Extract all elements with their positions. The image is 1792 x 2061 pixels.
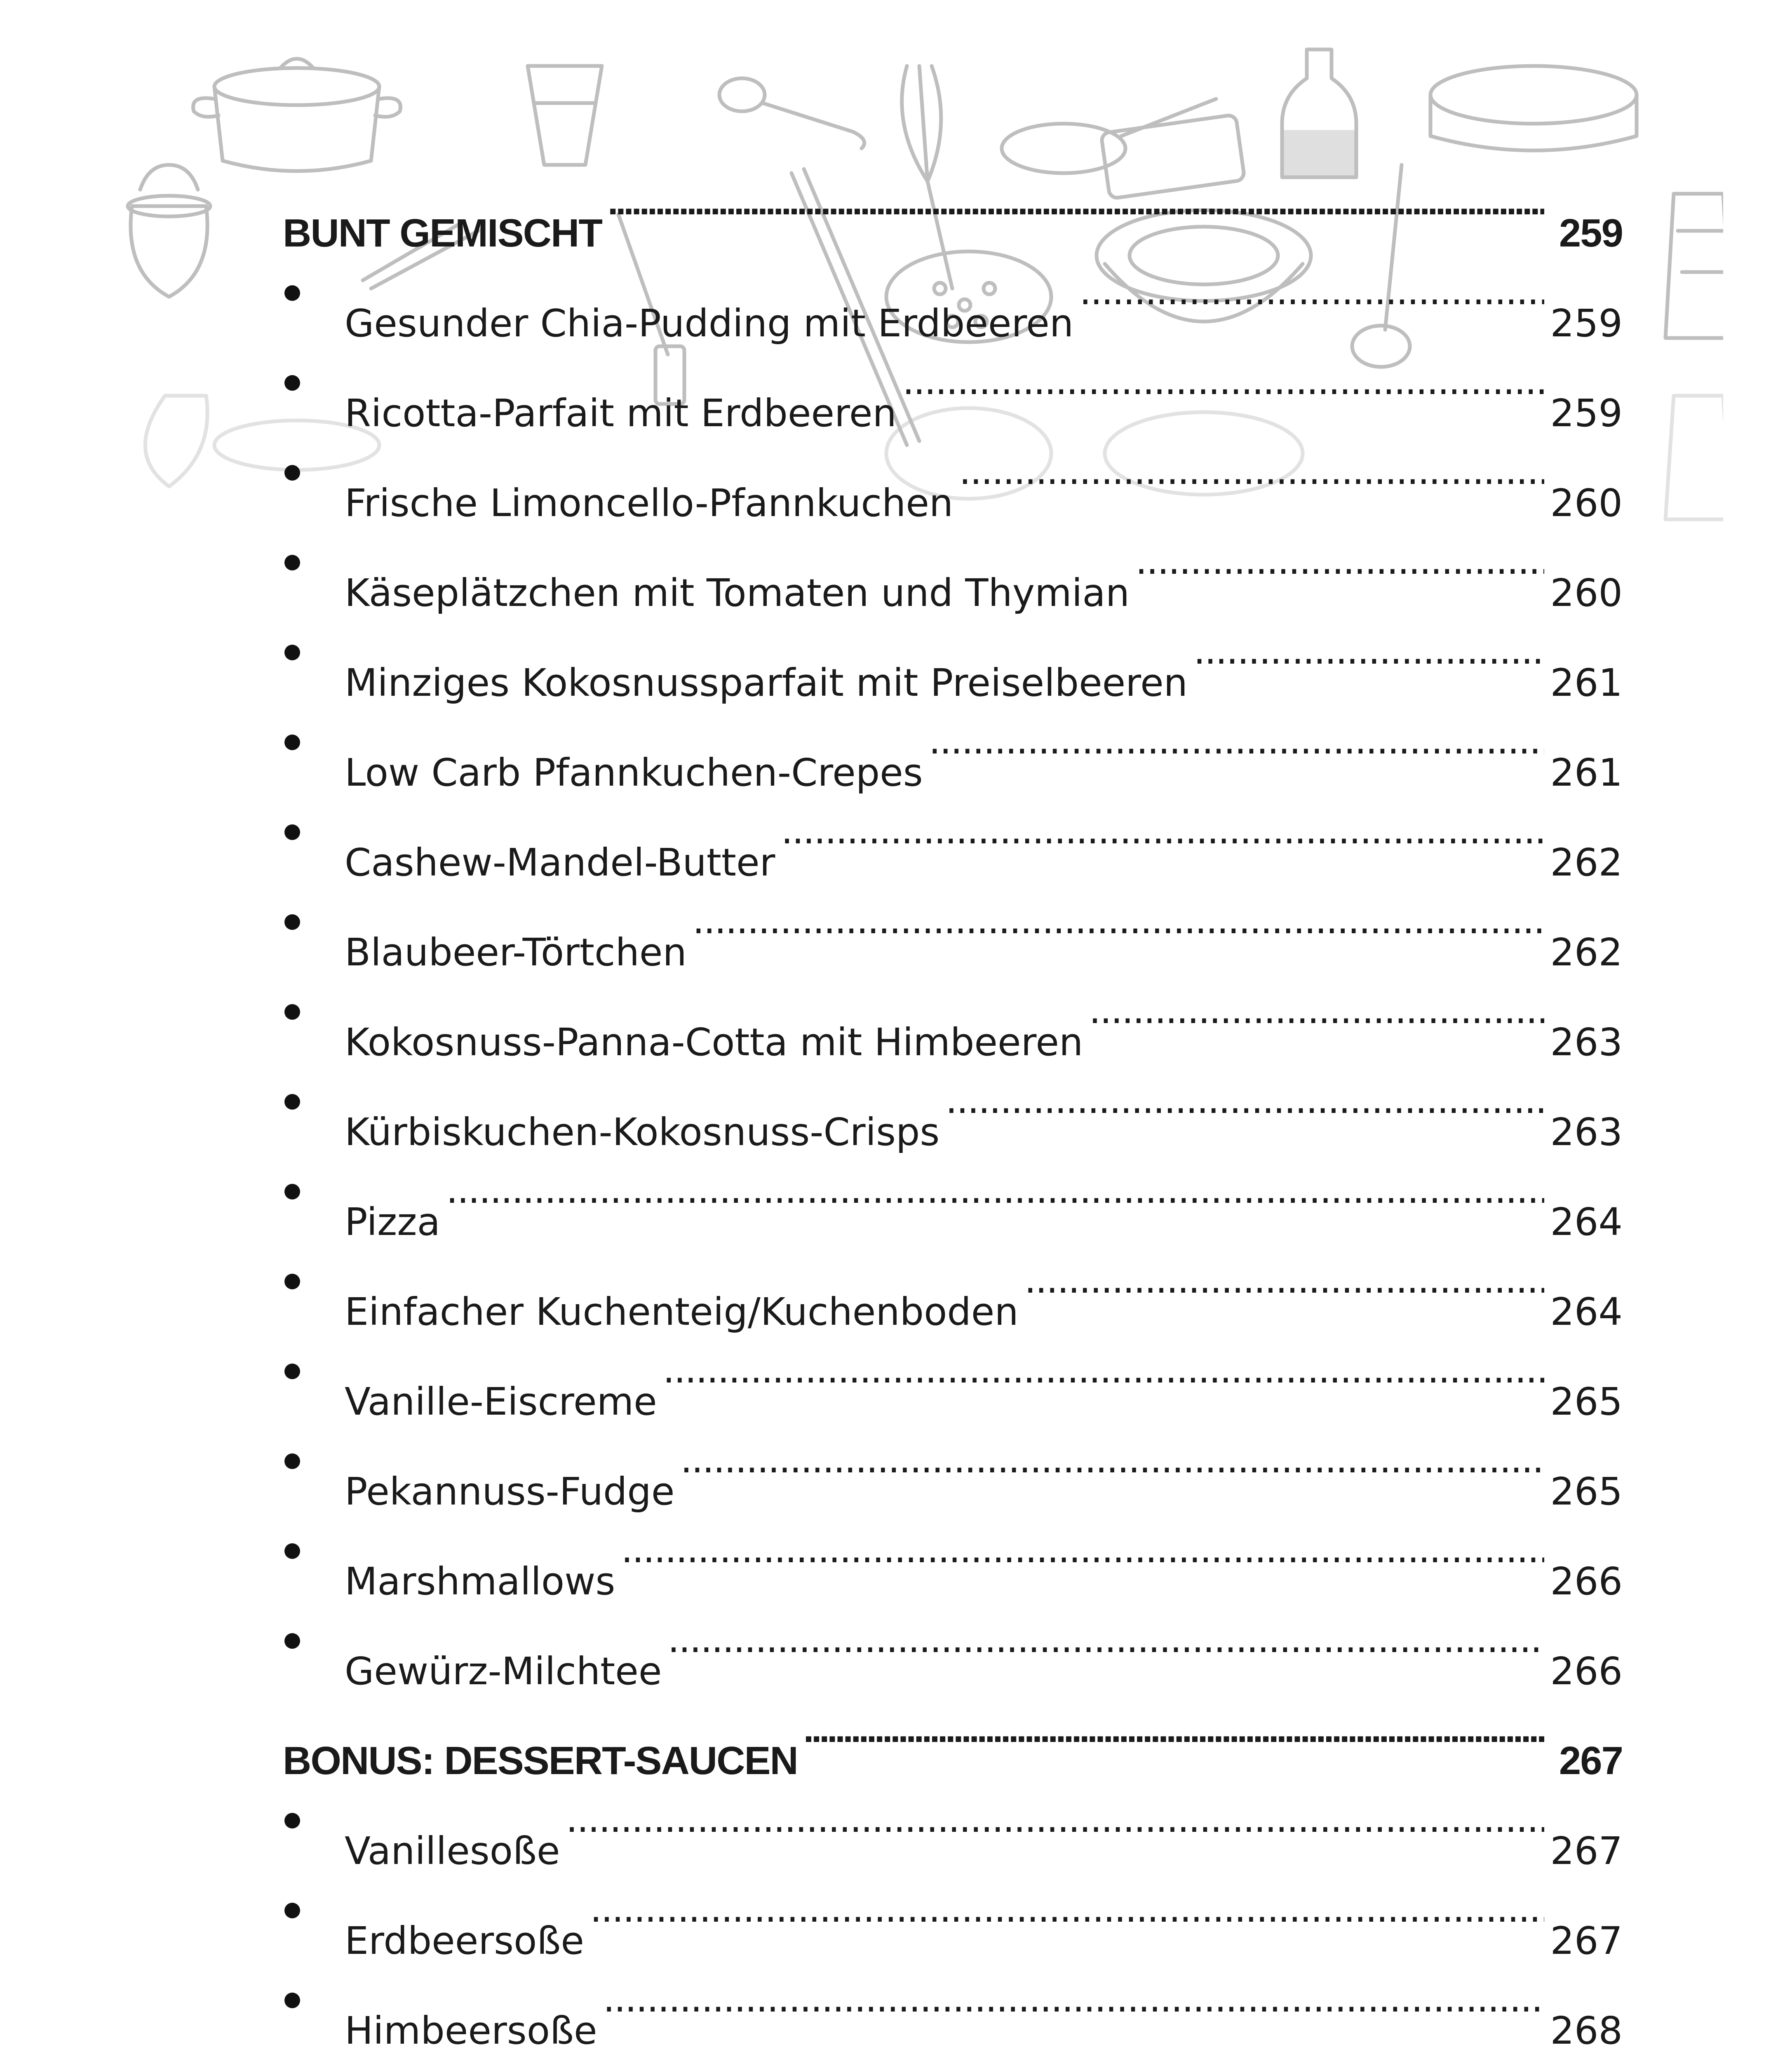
toc-entry — [283, 1415, 1623, 1514]
table-of-contents — [283, 157, 1623, 2061]
toc-title: Low Carb Pfannkuchen-Crepes — [345, 751, 923, 795]
toc-page-number: 267 — [1559, 1739, 1623, 1783]
dot-leader — [608, 157, 1544, 246]
toc-page-number: 265 — [1550, 1469, 1623, 1514]
toc-title: Vanillesoße — [345, 1829, 560, 1873]
toc-section-heading — [283, 157, 1623, 255]
toc-page-number: 261 — [1550, 661, 1623, 705]
toc-page-number: 267 — [1550, 1919, 1623, 1963]
cake-tin-icon — [1430, 66, 1637, 150]
toc-page-number: 259 — [1559, 211, 1623, 255]
pot-icon — [193, 59, 401, 171]
toc-page-number: 263 — [1550, 1020, 1623, 1064]
dot-leader — [590, 1864, 1544, 1954]
dot-leader — [902, 336, 1544, 426]
bullet-icon — [283, 1415, 345, 1505]
toc-section-heading — [283, 1684, 1623, 1783]
toc-title: Ricotta-Parfait mit Erdbeeren — [345, 391, 897, 435]
toc-entry — [283, 516, 1623, 615]
toc-entry — [283, 1954, 1623, 2053]
dot-leader — [621, 1505, 1544, 1594]
toc-entry — [283, 336, 1623, 435]
toc-page-number: 264 — [1550, 1200, 1623, 1244]
dot-leader — [929, 696, 1544, 786]
bullet-icon — [283, 1145, 345, 1235]
toc-page-number: 268 — [1550, 2009, 1623, 2053]
toc-title: Käseplätzchen mit Tomaten und Thymian — [345, 571, 1130, 615]
toc-title: BONUS: DESSERT-SAUCEN — [283, 1739, 798, 1783]
dot-leader — [1193, 606, 1544, 696]
toc-entry — [283, 786, 1623, 885]
bullet-icon — [283, 1055, 345, 1145]
toc-entry — [283, 1145, 1623, 1244]
dot-leader — [703, 2044, 1544, 2061]
toc-title: Kürbiskuchen-Kokosnuss-Crisps — [345, 1110, 940, 1154]
dot-leader — [603, 1954, 1544, 2044]
toc-page-number: 266 — [1550, 1559, 1623, 1603]
bullet-icon — [283, 516, 345, 606]
dot-leader — [680, 1415, 1544, 1505]
toc-title: Frische Limoncello-Pfannkuchen — [345, 481, 954, 525]
dot-leader — [1089, 965, 1544, 1055]
toc-title: Gewürz-Milchtee — [345, 1649, 662, 1693]
toc-entry — [283, 965, 1623, 1064]
toc-title: Erdbeersoße — [345, 1919, 584, 1963]
bullet-icon — [283, 1235, 345, 1325]
toc-entry — [283, 246, 1623, 345]
bullet-icon — [283, 1954, 345, 2044]
toc-entry — [283, 1774, 1623, 1873]
bullet-icon — [283, 1594, 345, 1684]
toc-entry — [283, 1505, 1623, 1603]
bullet-icon — [283, 696, 345, 786]
toc-title: Kokosnuss-Panna-Cotta mit Himbeeren — [345, 1020, 1083, 1064]
toc-page-number: 260 — [1550, 571, 1623, 615]
toc-page-number: 261 — [1550, 751, 1623, 795]
dot-leader — [1079, 246, 1544, 336]
bullet-icon — [283, 1864, 345, 1954]
toc-entry — [283, 1864, 1623, 1963]
dot-leader — [945, 1055, 1544, 1145]
bullet-icon — [283, 965, 345, 1055]
toc-title: Pizza — [345, 1200, 440, 1244]
dot-leader — [566, 1774, 1544, 1864]
toc-entry — [283, 606, 1623, 705]
dot-leader — [781, 786, 1544, 876]
spoon-icon — [719, 78, 864, 148]
toc-page-number: 265 — [1550, 1380, 1623, 1424]
bullet-icon — [283, 606, 345, 696]
dot-leader — [446, 1145, 1544, 1235]
bullet-icon — [283, 1774, 345, 1864]
toc-title: Cashew-Mandel-Butter — [345, 840, 775, 885]
toc-page-number: 262 — [1550, 840, 1623, 885]
dot-leader — [959, 426, 1544, 516]
toc-entry — [283, 1055, 1623, 1154]
toc-title: BUNT GEMISCHT — [283, 211, 602, 255]
dot-leader — [1024, 1235, 1544, 1325]
bullet-icon — [283, 246, 345, 336]
dot-leader — [803, 1684, 1544, 1774]
toc-page-number: 266 — [1550, 1649, 1623, 1693]
toc-entry — [283, 876, 1623, 974]
toc-page-number: 263 — [1550, 1110, 1623, 1154]
toc-title: Marshmallows — [345, 1559, 615, 1603]
bullet-icon — [283, 426, 345, 516]
toc-page-number: 262 — [1550, 930, 1623, 974]
toc-page-number: 259 — [1550, 391, 1623, 435]
toc-entry — [283, 1235, 1623, 1334]
bullet-icon — [283, 1325, 345, 1415]
toc-title: Gesunder Chia-Pudding mit Erdbeeren — [345, 301, 1074, 345]
toc-title: Pekannuss-Fudge — [345, 1469, 675, 1514]
sugar-bowl-icon — [128, 165, 210, 297]
bullet-icon — [283, 786, 345, 876]
toc-entry — [283, 696, 1623, 795]
toc-title: Minziges Kokosnussparfait mit Preiselbeeren — [345, 661, 1188, 705]
dot-leader — [663, 1325, 1544, 1415]
dot-leader — [1135, 516, 1544, 606]
toc-entry — [283, 1325, 1623, 1424]
toc-title: Vanille-Eiscreme — [345, 1380, 657, 1424]
toc-page-number: 260 — [1550, 481, 1623, 525]
toc-title: Himbeersoße — [345, 2009, 597, 2053]
toc-title: Einfacher Kuchenteig/Kuchenboden — [345, 1290, 1019, 1334]
toc-page-number: 264 — [1550, 1290, 1623, 1334]
bullet-icon — [283, 336, 345, 426]
bullet-icon — [283, 1505, 345, 1594]
glass-icon — [528, 66, 602, 165]
dot-leader — [693, 876, 1544, 965]
grater-icon — [1665, 194, 1723, 338]
bullet-icon — [283, 876, 345, 965]
toc-entry — [283, 426, 1623, 525]
toc-page-number: 259 — [1550, 301, 1623, 345]
toc-entry — [283, 2044, 1623, 2061]
dot-leader — [667, 1594, 1544, 1684]
bullet-icon — [283, 2044, 345, 2061]
toc-entry — [283, 1594, 1623, 1693]
toc-title: Blaubeer-Törtchen — [345, 930, 687, 974]
toc-page-number: 267 — [1550, 1829, 1623, 1873]
